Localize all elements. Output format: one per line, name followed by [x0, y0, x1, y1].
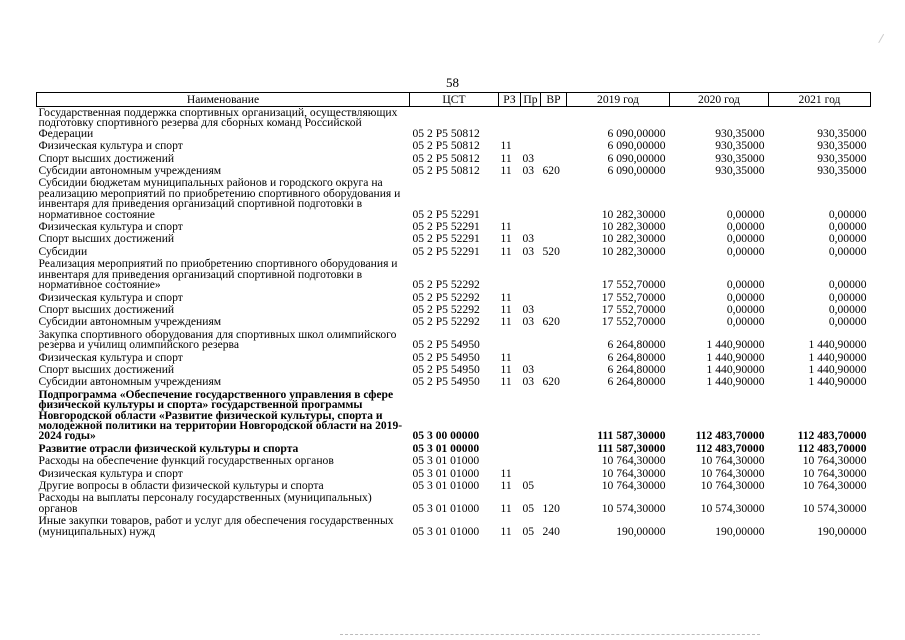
row-vr [541, 480, 567, 492]
row-cst: 05 3 01 01000 [412, 466, 480, 480]
header-2019: 2019 год [567, 93, 670, 107]
row-cst: 05 2 P5 54950 [412, 350, 480, 364]
row-2020: 10 764,30000 [700, 466, 765, 480]
row-rz: 11 [500, 375, 512, 389]
row-2019: 10 764,30000 [601, 479, 666, 492]
row-rz: 11 [500, 164, 512, 178]
row-rz [499, 389, 521, 443]
table-row [37, 233, 871, 245]
budget-table [36, 92, 871, 538]
row-name: Государственная поддержка спортивных организаций, осуществляющих подготовку спортивного резерва для сборных команд Российской Федерации [38, 106, 398, 140]
row-2019: 17 552,70000 [601, 278, 666, 292]
row-2021: 930,35000 [817, 164, 867, 178]
row-cst: 05 3 01 00000 [412, 441, 480, 455]
row-2021: 1 440,90000 [808, 350, 867, 364]
row-2020: 190,00000 [715, 524, 765, 538]
row-vr [541, 233, 567, 245]
row-pr: 05 [522, 479, 535, 492]
page-number: 58 [446, 75, 459, 90]
row-2020: 10 764,30000 [700, 454, 765, 468]
row-rz [499, 107, 521, 141]
header-2021: 2021 год [769, 93, 871, 107]
row-rz [499, 258, 521, 291]
row-cst: 05 2 P5 52291 [412, 232, 480, 246]
row-vr: 620 [542, 375, 560, 389]
row-pr [521, 329, 541, 352]
row-name: Физическая культура и спорт [38, 466, 183, 480]
row-rz: 11 [500, 501, 512, 515]
row-name: Иные закупки товаров, работ и услуг для обеспечения государственных (муниципальных) нужд [38, 514, 394, 538]
row-2021: 1 440,90000 [808, 375, 867, 389]
table-row [37, 140, 871, 152]
table-row [37, 329, 871, 352]
row-vr: 120 [542, 501, 560, 515]
row-name: Субсидии автономным учреждениям [38, 375, 222, 389]
header-pr: Пр [521, 93, 541, 107]
row-vr [541, 177, 567, 221]
row-rz [499, 329, 521, 352]
row-name: Спорт высших достижений [38, 232, 175, 246]
row-cst: 05 2 P5 52292 [412, 302, 480, 316]
row-vr [541, 389, 567, 443]
row-pr [521, 443, 541, 455]
row-2019: 6 090,00000 [607, 164, 666, 178]
header-2020: 2020 год [670, 93, 769, 107]
row-2019: 10 764,30000 [601, 466, 666, 480]
row-2020: 112 483,70000 [695, 441, 765, 455]
row-vr [541, 329, 567, 352]
table-row [37, 389, 871, 443]
row-2019: 6 090,00000 [607, 139, 666, 153]
row-2021: 0,00000 [828, 244, 867, 258]
row-name: Физическая культура и спорт [38, 350, 183, 364]
row-2020: 0,00000 [726, 302, 765, 316]
row-rz: 11 [500, 315, 512, 329]
row-2019: 190,00000 [616, 524, 666, 538]
row-name: Физическая культура и спорт [38, 290, 183, 304]
row-2019: 6 090,00000 [607, 126, 666, 140]
row-rz: 11 [500, 350, 512, 364]
row-pr: 05 [522, 524, 535, 538]
row-pr [521, 107, 541, 141]
row-rz: 11 [500, 151, 512, 165]
row-2020: 0,00000 [726, 207, 765, 221]
table-row [37, 107, 871, 141]
row-pr: 03 [522, 362, 535, 376]
row-2019: 17 552,70000 [601, 302, 666, 316]
row-2021: 0,00000 [828, 302, 867, 316]
table-row [37, 316, 871, 328]
row-2020: 0,00000 [726, 315, 765, 329]
row-2019: 10 282,30000 [601, 207, 666, 221]
table-header-row [37, 93, 871, 107]
row-name: Физическая культура и спорт [38, 139, 183, 153]
row-2020: 10 574,30000 [700, 501, 765, 515]
row-vr: 620 [542, 315, 560, 329]
row-cst: 05 2 P5 52292 [412, 290, 480, 304]
row-vr [541, 352, 567, 364]
row-2019: 111 587,30000 [597, 441, 666, 455]
row-name: Спорт высших достижений [38, 302, 175, 316]
row-2019: 6 264,80000 [607, 375, 666, 389]
row-2019: 10 282,30000 [601, 232, 666, 246]
row-cst: 05 2 P5 54950 [412, 338, 480, 352]
row-2020: 930,35000 [715, 126, 765, 140]
row-2021: 0,00000 [828, 315, 867, 329]
row-rz [499, 443, 521, 455]
row-name: Подпрограмма «Обеспечение государственного управления в сфере физической культуры и спорта» государственной программы Новгородской области «Развитие физической культуры, спорта и молодежной политики на территории Новгородской области на 2019-2024 годы» [38, 387, 403, 443]
row-2019: 6 264,80000 [607, 338, 666, 352]
row-cst: 05 2 P5 52292 [412, 278, 480, 292]
table-body [37, 107, 871, 539]
row-2019: 17 552,70000 [601, 290, 666, 304]
row-pr: 03 [522, 164, 535, 178]
row-cst: 05 2 P5 50812 [412, 164, 480, 178]
row-2020: 0,00000 [726, 290, 765, 304]
row-2019: 10 574,30000 [601, 501, 666, 515]
row-2021: 930,35000 [817, 126, 867, 140]
row-2020: 930,35000 [715, 151, 765, 165]
row-2020: 930,35000 [715, 139, 765, 153]
table-row [37, 376, 871, 388]
row-name: Спорт высших достижений [38, 362, 175, 376]
row-name: Расходы на выплаты персоналу государственных (муниципальных) органов [38, 491, 372, 515]
row-2021: 930,35000 [817, 151, 867, 165]
scan-artifact-line [340, 634, 760, 636]
row-pr: 03 [522, 151, 535, 165]
row-2021: 0,00000 [828, 278, 867, 292]
row-2019: 10 282,30000 [601, 220, 666, 234]
row-pr: 03 [522, 232, 535, 246]
row-vr [541, 140, 567, 152]
row-cst: 05 2 P5 50812 [412, 126, 480, 140]
row-vr: 240 [542, 524, 560, 538]
table-row [37, 515, 871, 538]
row-pr: 03 [522, 302, 535, 316]
row-cst: 05 2 P5 54950 [412, 375, 480, 389]
row-cst: 05 3 01 01000 [412, 454, 480, 468]
row-cst: 05 2 P5 52291 [412, 244, 480, 258]
row-2020: 1 440,90000 [706, 350, 765, 364]
row-cst: 05 2 P5 54950 [412, 362, 480, 376]
row-rz: 11 [500, 220, 512, 234]
row-rz: 11 [500, 362, 512, 376]
scan-mark [878, 34, 893, 48]
row-2020: 0,00000 [726, 244, 765, 258]
row-vr: 520 [542, 244, 560, 258]
row-name: Закупка спортивного оборудования для спортивных школ олимпийского резерва и училищ олимпийского резерва [38, 327, 397, 352]
row-2021: 112 483,70000 [797, 441, 867, 455]
table-row [37, 455, 871, 467]
row-2020: 1 440,90000 [706, 338, 765, 352]
row-rz: 11 [500, 232, 512, 246]
row-cst: 05 2 P5 52291 [412, 207, 480, 221]
header-vr: ВР [541, 93, 567, 107]
row-2019: 6 264,80000 [607, 350, 666, 364]
row-2020: 112 483,70000 [695, 429, 765, 443]
row-2021: 10 764,30000 [802, 454, 867, 468]
row-2021: 0,00000 [828, 232, 867, 246]
row-2021: 930,35000 [817, 139, 867, 153]
row-2021: 1 440,90000 [808, 338, 867, 352]
row-name: Спорт высших достижений [38, 151, 175, 165]
row-vr [541, 468, 567, 480]
row-name: Субсидии бюджетам муниципальных районов и городского округа на реализацию мероприятий по приобретению спортивного оборудования и инвентаря для приведения организаций спортивной подготовки в нормативное состояние [38, 176, 401, 221]
row-2021: 0,00000 [828, 290, 867, 304]
row-cst: 05 3 01 01000 [412, 479, 480, 492]
row-name: Субсидии автономным учреждениям [38, 164, 222, 178]
row-rz [499, 455, 521, 467]
header-name: Наименование [37, 93, 410, 107]
table-row [37, 258, 871, 291]
row-rz [499, 177, 521, 221]
row-pr [521, 140, 541, 152]
row-rz: 11 [500, 479, 512, 492]
row-2021: 10 764,30000 [802, 466, 867, 480]
row-cst: 05 3 00 00000 [412, 429, 480, 443]
row-2021: 190,00000 [817, 524, 867, 538]
row-2019: 17 552,70000 [601, 315, 666, 329]
row-2021: 112 483,70000 [797, 429, 867, 443]
row-vr [541, 443, 567, 455]
row-2020: 10 764,30000 [700, 479, 765, 492]
row-rz: 11 [500, 524, 512, 538]
row-2021: 10 574,30000 [802, 501, 867, 515]
row-cst: 05 2 P5 50812 [412, 139, 480, 153]
row-vr [541, 455, 567, 467]
row-name: Развитие отрасли физической культуры и спорта [38, 441, 299, 455]
row-2021: 0,00000 [828, 220, 867, 234]
row-name: Субсидии автономным учреждениям [38, 315, 222, 329]
row-cst: 05 2 P5 52292 [412, 315, 480, 329]
row-rz: 11 [500, 139, 512, 153]
row-2021: 10 764,30000 [802, 479, 867, 492]
row-2020: 0,00000 [726, 232, 765, 246]
row-2019: 10 282,30000 [601, 244, 666, 258]
row-name: Другие вопросы в области физической культуры и спорта [38, 479, 324, 492]
row-2019: 6 090,00000 [607, 151, 666, 165]
row-pr: 03 [522, 244, 535, 258]
row-pr [521, 177, 541, 221]
row-2021: 0,00000 [828, 207, 867, 221]
row-pr: 05 [522, 501, 535, 515]
table-row [37, 492, 871, 515]
row-cst: 05 3 01 01000 [412, 524, 480, 538]
row-name: Физическая культура и спорт [38, 220, 183, 234]
row-name: Субсидии [38, 244, 88, 258]
row-2020: 930,35000 [715, 164, 765, 178]
row-cst: 05 2 P5 50812 [412, 151, 480, 165]
row-rz: 11 [500, 290, 512, 304]
row-2019: 6 264,80000 [607, 362, 666, 376]
row-vr [541, 258, 567, 291]
row-pr [521, 389, 541, 443]
row-2019: 111 587,30000 [597, 429, 666, 443]
row-name: Реализация мероприятий по приобретению спортивного оборудования и инвентаря для приведения организаций спортивной подготовки в нормативное состояние» [38, 257, 398, 292]
header-cst: ЦСТ [410, 93, 499, 107]
row-2020: 1 440,90000 [706, 362, 765, 376]
row-2020: 0,00000 [726, 220, 765, 234]
header-rz: РЗ [499, 93, 521, 107]
row-pr [521, 455, 541, 467]
row-2021: 1 440,90000 [808, 362, 867, 376]
row-pr: 03 [522, 315, 535, 329]
row-name: Расходы на обеспечение функций государственных органов [38, 454, 334, 468]
row-2020: 0,00000 [726, 278, 765, 292]
row-rz: 11 [500, 244, 512, 258]
row-vr [541, 221, 567, 233]
row-pr: 03 [522, 375, 535, 389]
row-cst: 05 3 01 01000 [412, 501, 480, 515]
row-2020: 1 440,90000 [706, 375, 765, 389]
row-vr: 620 [542, 164, 560, 178]
row-rz: 11 [500, 466, 512, 480]
row-pr [521, 258, 541, 291]
row-rz: 11 [500, 302, 512, 316]
row-cst: 05 2 P5 52291 [412, 220, 480, 234]
row-vr [541, 107, 567, 141]
row-2019: 10 764,30000 [601, 454, 666, 468]
row-vr [541, 292, 567, 304]
table-row [37, 177, 871, 221]
